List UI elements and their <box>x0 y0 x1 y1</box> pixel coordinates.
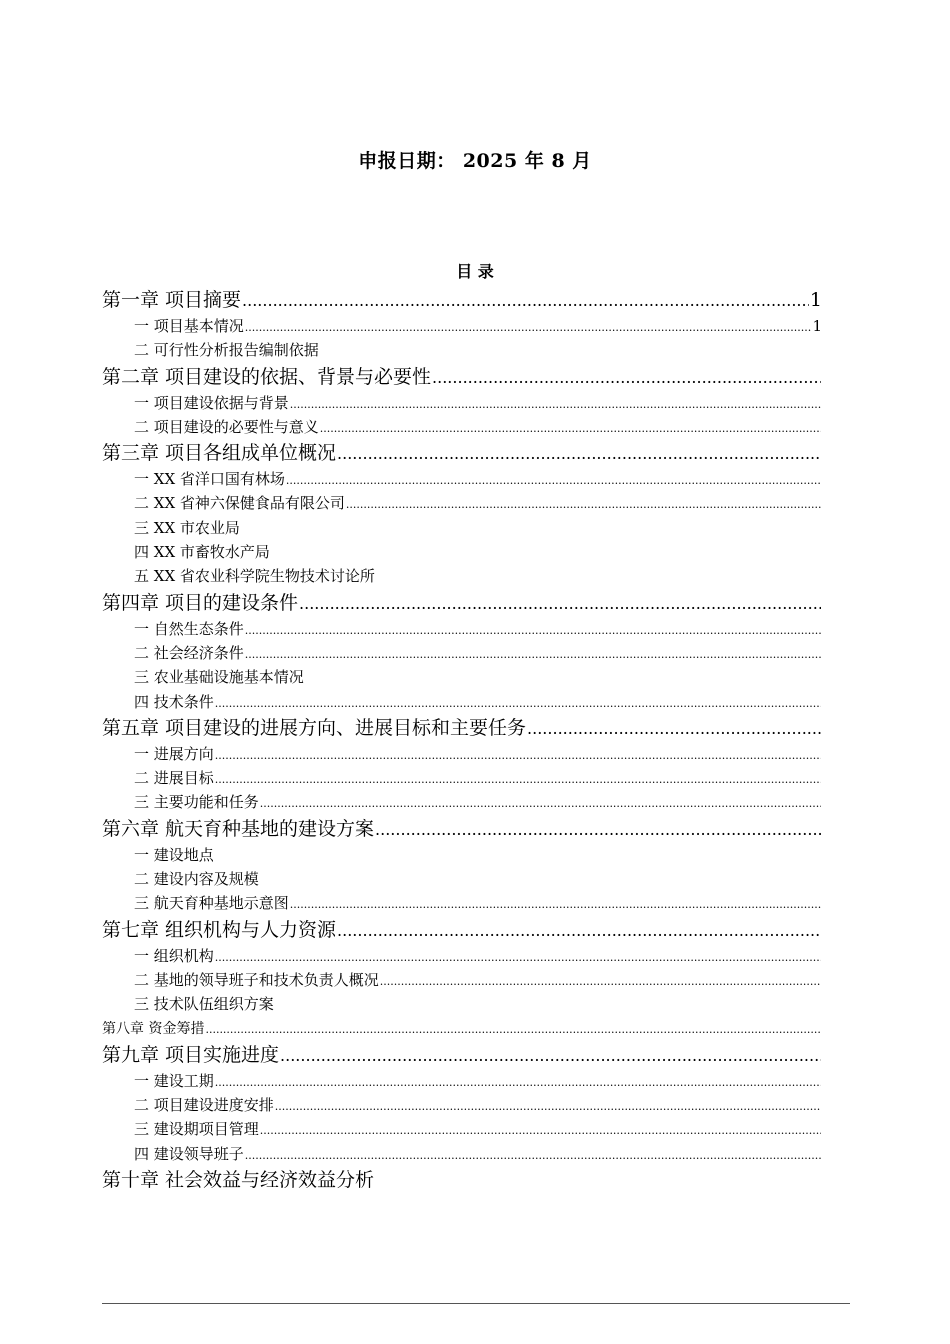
toc-section-entry[interactable] <box>102 516 822 540</box>
toc-entry-title: 五 XX 省农业科学院生物技术讨论所 <box>134 567 375 586</box>
toc-chapter-entry[interactable] <box>102 1041 822 1069</box>
toc-section-entry[interactable] <box>102 665 822 689</box>
toc-section-entry[interactable] <box>102 968 822 992</box>
toc-section-entry[interactable] <box>102 1069 822 1093</box>
toc-entry-title: 四 XX 市畜牧水产局 <box>134 543 270 562</box>
toc-section-entry[interactable] <box>102 1117 822 1141</box>
toc-dot-leader <box>280 1042 821 1069</box>
toc-dot-leader <box>215 744 821 766</box>
toc-entry-title: 三 主要功能和任务 <box>134 793 259 812</box>
toc-entry-title: 四 建设领导班子 <box>134 1144 244 1163</box>
toc-chapter-entry[interactable] <box>102 439 822 467</box>
declaration-date: 申报日期： 2025 年 8 月 <box>358 150 592 172</box>
toc-entry-title: 第三章 项目各组成单位概况 <box>102 442 337 465</box>
toc-entry-title: 二 项目建设的必要性与意义 <box>134 417 319 436</box>
toc-dot-leader <box>245 316 812 338</box>
toc-entry-title: 二 XX 省神六保健食品有限公司 <box>134 494 345 513</box>
toc-section-entry[interactable] <box>102 564 822 588</box>
toc-entry-title: 二 社会经济条件 <box>134 643 244 662</box>
toc-dot-leader <box>337 917 821 944</box>
toc-entry-title: 一 XX 省洋口国有林场 <box>134 470 285 489</box>
toc-section-entry[interactable] <box>102 1093 822 1117</box>
toc-chapter-entry[interactable] <box>102 714 822 742</box>
toc-section-entry[interactable] <box>102 314 822 338</box>
toc-section-entry[interactable] <box>102 891 822 915</box>
toc-dot-leader <box>215 946 821 968</box>
toc-dot-leader <box>375 816 821 843</box>
toc-chapter-entry[interactable] <box>102 1017 822 1041</box>
toc-entry-title: 二 基地的领导班子和技术负责人概况 <box>134 970 379 989</box>
toc-entry-title: 三 XX 市农业局 <box>134 518 240 537</box>
table-of-contents <box>102 286 822 1194</box>
toc-entry-title: 一 建设工期 <box>134 1071 214 1090</box>
toc-entry-title: 二 进展目标 <box>134 769 214 788</box>
toc-chapter-entry[interactable] <box>102 1166 822 1194</box>
toc-dot-leader <box>260 792 821 814</box>
toc-entry-title: 第五章 项目建设的进展方向、进展目标和主要任务 <box>102 716 527 739</box>
toc-section-entry[interactable] <box>102 415 822 439</box>
toc-title: 目 录 <box>456 262 494 281</box>
toc-entry-title: 三 农业基础设施基本情况 <box>134 668 304 687</box>
toc-section-entry[interactable] <box>102 540 822 564</box>
toc-section-entry[interactable] <box>102 338 822 362</box>
toc-dot-leader <box>320 417 821 439</box>
toc-chapter-entry[interactable] <box>102 916 822 944</box>
toc-section-entry[interactable] <box>102 641 822 665</box>
toc-dot-leader <box>275 1095 821 1117</box>
toc-dot-leader <box>245 619 821 641</box>
toc-entry-title: 第九章 项目实施进度 <box>102 1043 280 1066</box>
toc-section-entry[interactable] <box>102 742 822 766</box>
toc-entry-title: 第六章 航天育种基地的建设方案 <box>102 817 375 840</box>
toc-section-entry[interactable] <box>102 992 822 1016</box>
toc-dot-leader <box>245 1144 821 1166</box>
toc-section-entry[interactable] <box>102 690 822 714</box>
toc-page-number: 1 <box>809 289 822 311</box>
toc-entry-title: 一 进展方向 <box>134 744 214 763</box>
toc-chapter-entry[interactable] <box>102 815 822 843</box>
toc-dot-leader <box>290 393 821 415</box>
toc-section-entry[interactable] <box>102 467 822 491</box>
toc-dot-leader <box>205 1018 821 1041</box>
toc-entry-title: 二 建设内容及规模 <box>134 870 259 889</box>
toc-dot-leader <box>299 590 821 617</box>
toc-section-entry[interactable] <box>102 867 822 891</box>
toc-dot-leader <box>432 364 821 391</box>
toc-dot-leader <box>380 970 821 992</box>
toc-section-entry[interactable] <box>102 617 822 641</box>
toc-entry-title: 三 航天育种基地示意图 <box>134 894 289 913</box>
toc-entry-title: 第四章 项目的建设条件 <box>102 591 299 614</box>
toc-section-entry[interactable] <box>102 790 822 814</box>
toc-entry-title: 第七章 组织机构与人力资源 <box>102 918 337 941</box>
toc-dot-leader <box>337 440 821 467</box>
toc-entry-title: 一 建设地点 <box>134 845 214 864</box>
toc-entry-title: 第十章 社会效益与经济效益分析 <box>102 1169 375 1192</box>
toc-dot-leader <box>286 469 821 491</box>
toc-chapter-entry[interactable] <box>102 363 822 391</box>
toc-entry-title: 二 项目建设进度安排 <box>134 1096 274 1115</box>
toc-dot-leader <box>260 1119 821 1141</box>
toc-entry-title: 三 建设期项目管理 <box>134 1120 259 1139</box>
toc-entry-title: 一 自然生态条件 <box>134 619 244 638</box>
toc-dot-leader <box>215 768 821 790</box>
toc-section-entry[interactable] <box>102 1142 822 1166</box>
toc-dot-leader <box>346 493 821 515</box>
toc-section-entry[interactable] <box>102 944 822 968</box>
toc-entry-title: 一 项目建设依据与背景 <box>134 393 289 412</box>
toc-section-entry[interactable] <box>102 766 822 790</box>
toc-section-entry[interactable] <box>102 391 822 415</box>
toc-dot-leader <box>215 1071 821 1093</box>
toc-chapter-entry[interactable] <box>102 286 822 314</box>
toc-entry-title: 第二章 项目建设的依据、背景与必要性 <box>102 365 432 388</box>
toc-chapter-entry[interactable] <box>102 589 822 617</box>
toc-section-entry[interactable] <box>102 491 822 515</box>
footer-divider <box>102 1303 850 1304</box>
toc-dot-leader <box>215 692 821 714</box>
toc-dot-leader <box>242 287 809 314</box>
toc-entry-title: 第八章 资金筹措 <box>102 1020 205 1037</box>
toc-entry-title: 四 技术条件 <box>134 692 214 711</box>
toc-entry-title: 一 项目基本情况 <box>134 317 244 335</box>
toc-dot-leader <box>527 715 821 742</box>
toc-dot-leader <box>290 893 821 915</box>
toc-dot-leader <box>245 643 821 665</box>
toc-section-entry[interactable] <box>102 843 822 867</box>
toc-entry-title: 三 技术队伍组织方案 <box>134 995 274 1014</box>
toc-page-number: 1 <box>812 317 822 335</box>
toc-entry-title: 第一章 项目摘要 <box>102 289 242 311</box>
toc-entry-title: 一 组织机构 <box>134 946 214 965</box>
toc-entry-title: 二 可行性分析报告编制依据 <box>134 341 319 360</box>
